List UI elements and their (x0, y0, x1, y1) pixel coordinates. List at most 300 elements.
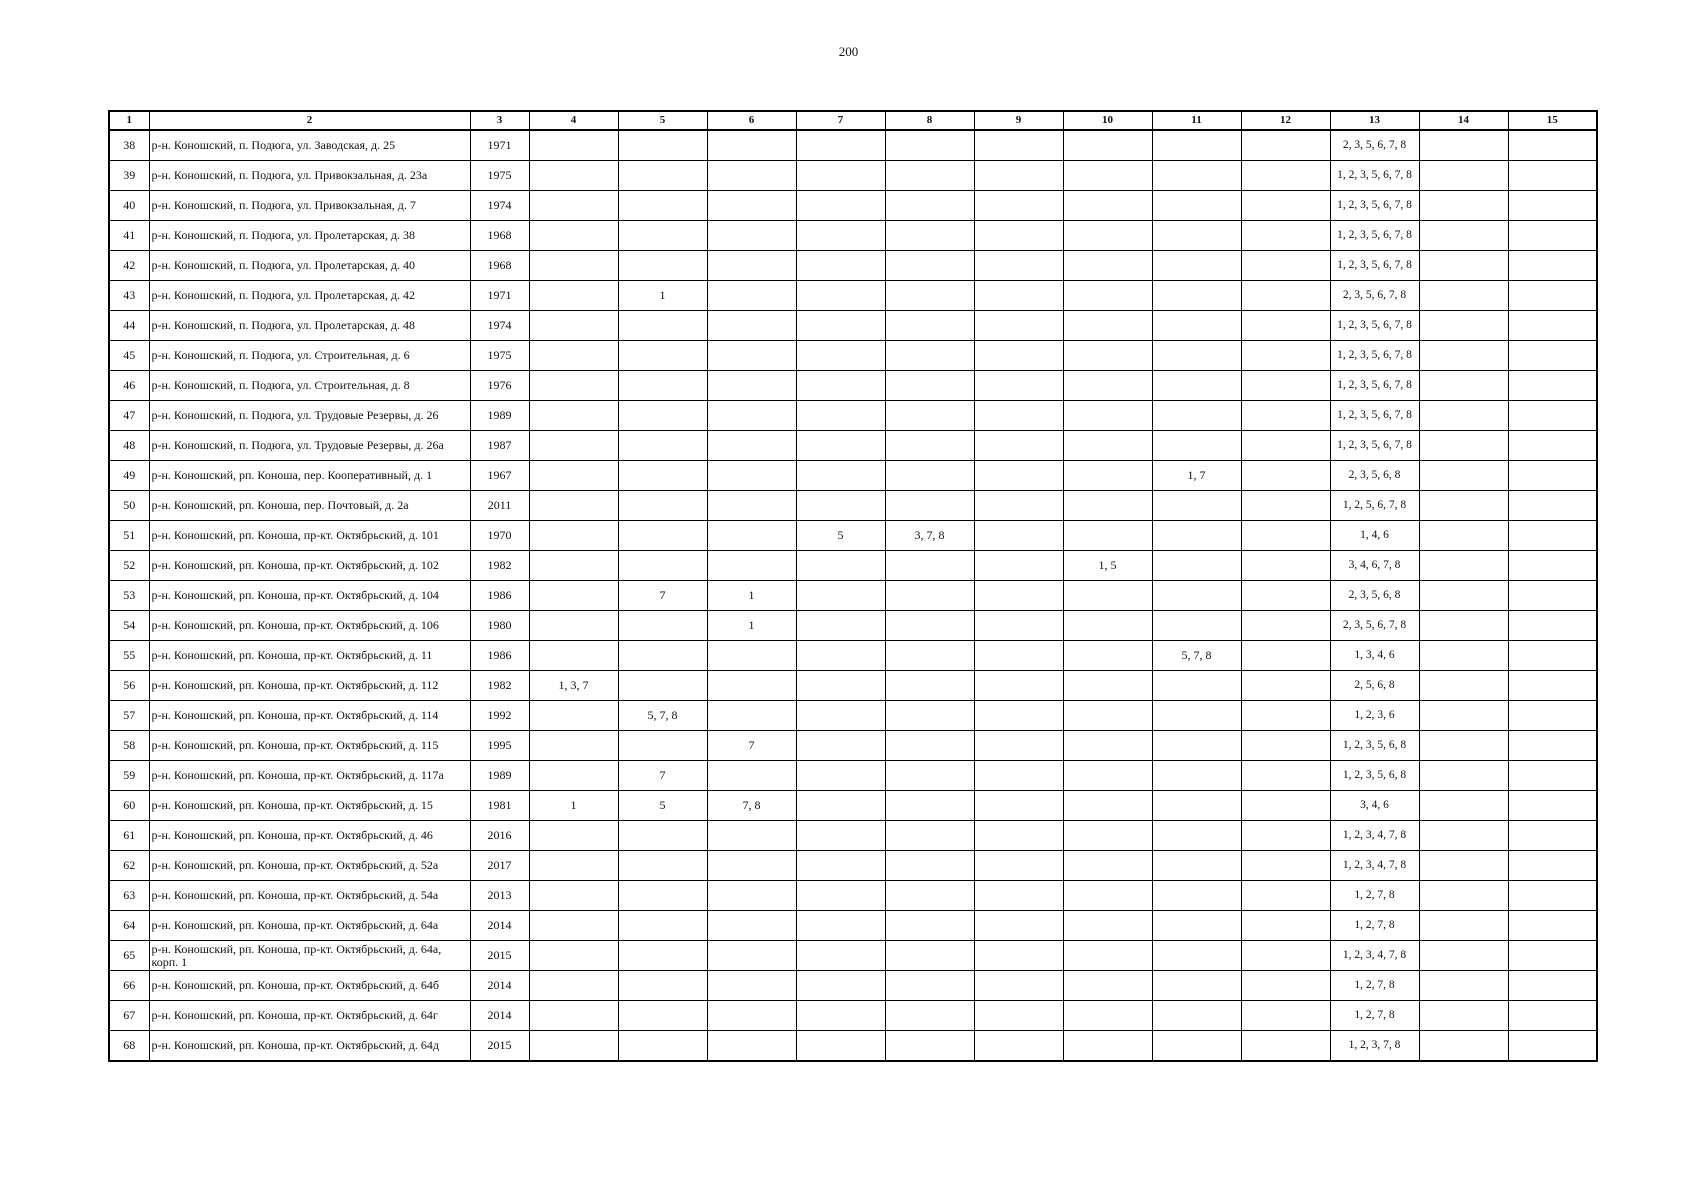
table-cell-col-13: 3, 4, 6 (1330, 791, 1419, 821)
table-cell-col-7 (796, 701, 885, 731)
table-cell-col-13: 1, 2, 7, 8 (1330, 911, 1419, 941)
table-cell-col-13: 1, 2, 3, 5, 6, 7, 8 (1330, 191, 1419, 221)
table-cell-col-12 (1241, 281, 1330, 311)
table-cell-col-9 (974, 581, 1063, 611)
table-cell-col-10 (1063, 941, 1152, 971)
table-cell-col-2: р-н. Коношский, рп. Коноша, пр-кт. Октябрьский, д. 115 (149, 731, 470, 761)
table-cell-col-8 (885, 701, 974, 731)
table-row (109, 130, 1597, 161)
table-cell-col-4 (529, 521, 618, 551)
table-cell-col-11 (1152, 911, 1241, 941)
table-cell-col-10 (1063, 191, 1152, 221)
column-header-15: 15 (1508, 111, 1597, 130)
table-cell-col-15 (1508, 611, 1597, 641)
table-cell-col-7 (796, 641, 885, 671)
table-cell-col-15 (1508, 161, 1597, 191)
table-cell-col-10 (1063, 311, 1152, 341)
table-cell-col-3: 1989 (470, 761, 529, 791)
table-cell-col-9 (974, 881, 1063, 911)
table-cell-col-6 (707, 491, 796, 521)
table-cell-col-12 (1241, 251, 1330, 281)
table-cell-col-15 (1508, 130, 1597, 161)
table-row (109, 401, 1597, 431)
table-cell-col-14 (1419, 671, 1508, 701)
table-row (109, 221, 1597, 251)
table-cell-col-9 (974, 821, 1063, 851)
table-cell-col-6: 1 (707, 611, 796, 641)
table-cell-col-7 (796, 551, 885, 581)
table-cell-col-13: 1, 2, 7, 8 (1330, 1001, 1419, 1031)
table-cell-col-13: 1, 2, 3, 5, 6, 7, 8 (1330, 401, 1419, 431)
table-cell-col-15 (1508, 281, 1597, 311)
table-cell-col-5 (618, 491, 707, 521)
table-cell-col-2: р-н. Коношский, рп. Коноша, пр-кт. Октябрьский, д. 64а, корп. 1 (149, 941, 470, 971)
table-cell-col-3: 1995 (470, 731, 529, 761)
table-cell-col-6 (707, 941, 796, 971)
table-cell-col-4: 1 (529, 791, 618, 821)
table-cell-col-2: р-н. Коношский, п. Подюга, ул. Трудовые Резервы, д. 26 (149, 401, 470, 431)
table-cell-col-6 (707, 161, 796, 191)
table-cell-col-8 (885, 971, 974, 1001)
table-cell-col-1: 57 (109, 701, 149, 731)
table-cell-col-12 (1241, 551, 1330, 581)
table-cell-col-12 (1241, 971, 1330, 1001)
table-cell-col-10 (1063, 221, 1152, 251)
table-cell-col-2: р-н. Коношский, рп. Коноша, пр-кт. Октябрьский, д. 64а (149, 911, 470, 941)
table-cell-col-6 (707, 551, 796, 581)
table-cell-col-10 (1063, 731, 1152, 761)
table-cell-col-14 (1419, 130, 1508, 161)
table-cell-col-6 (707, 251, 796, 281)
table-cell-col-3: 1975 (470, 341, 529, 371)
table-cell-col-10 (1063, 761, 1152, 791)
table-cell-col-11 (1152, 701, 1241, 731)
table-cell-col-4 (529, 401, 618, 431)
table-cell-col-7 (796, 311, 885, 341)
table-cell-col-15 (1508, 371, 1597, 401)
table-cell-col-6 (707, 881, 796, 911)
table-cell-col-8 (885, 671, 974, 701)
table-row (109, 881, 1597, 911)
table-cell-col-11 (1152, 341, 1241, 371)
table-cell-col-4 (529, 761, 618, 791)
table-cell-col-8 (885, 461, 974, 491)
table-cell-col-10 (1063, 251, 1152, 281)
table-cell-col-6 (707, 461, 796, 491)
table-cell-col-1: 50 (109, 491, 149, 521)
table-cell-col-13: 1, 2, 3, 6 (1330, 701, 1419, 731)
table-cell-col-4 (529, 130, 618, 161)
table-cell-col-12 (1241, 581, 1330, 611)
table-cell-col-8 (885, 761, 974, 791)
table-cell-col-12 (1241, 431, 1330, 461)
table-cell-col-2: р-н. Коношский, п. Подюга, ул. Пролетарская, д. 42 (149, 281, 470, 311)
table-row (109, 1031, 1597, 1062)
table-cell-col-5: 5, 7, 8 (618, 701, 707, 731)
table-cell-col-4: 1, 3, 7 (529, 671, 618, 701)
table-cell-col-8 (885, 221, 974, 251)
table-cell-col-14 (1419, 491, 1508, 521)
table-cell-col-14 (1419, 551, 1508, 581)
table-cell-col-9 (974, 251, 1063, 281)
table-cell-col-12 (1241, 311, 1330, 341)
table-cell-col-11: 1, 7 (1152, 461, 1241, 491)
table-cell-col-1: 61 (109, 821, 149, 851)
table-cell-col-15 (1508, 851, 1597, 881)
table-cell-col-13: 3, 4, 6, 7, 8 (1330, 551, 1419, 581)
table-cell-col-9 (974, 671, 1063, 701)
table-cell-col-10 (1063, 791, 1152, 821)
table-cell-col-3: 1971 (470, 281, 529, 311)
table-cell-col-11 (1152, 821, 1241, 851)
table-cell-col-11 (1152, 881, 1241, 911)
table-cell-col-1: 45 (109, 341, 149, 371)
table-cell-col-3: 1976 (470, 371, 529, 401)
table-cell-col-14 (1419, 251, 1508, 281)
table-cell-col-9 (974, 311, 1063, 341)
table-cell-col-14 (1419, 731, 1508, 761)
table-cell-col-10 (1063, 521, 1152, 551)
table-cell-col-8 (885, 641, 974, 671)
table-cell-col-13: 1, 2, 3, 4, 7, 8 (1330, 851, 1419, 881)
table-cell-col-3: 1974 (470, 311, 529, 341)
table-cell-col-10 (1063, 371, 1152, 401)
table-cell-col-12 (1241, 1031, 1330, 1062)
table-cell-col-1: 49 (109, 461, 149, 491)
column-header-1: 1 (109, 111, 149, 130)
table-cell-col-6 (707, 701, 796, 731)
table-cell-col-12 (1241, 791, 1330, 821)
table-cell-col-2: р-н. Коношский, рп. Коноша, пр-кт. Октябрьский, д. 112 (149, 671, 470, 701)
table-cell-col-5 (618, 221, 707, 251)
table-cell-col-7 (796, 401, 885, 431)
table-cell-col-13: 1, 2, 7, 8 (1330, 881, 1419, 911)
table-cell-col-6: 7 (707, 731, 796, 761)
table-cell-col-3: 1970 (470, 521, 529, 551)
table-cell-col-2: р-н. Коношский, рп. Коноша, пр-кт. Октябрьский, д. 106 (149, 611, 470, 641)
table-cell-col-15 (1508, 881, 1597, 911)
table-cell-col-12 (1241, 341, 1330, 371)
table-cell-col-4 (529, 551, 618, 581)
table-cell-col-10 (1063, 161, 1152, 191)
table-cell-col-9 (974, 941, 1063, 971)
table-cell-col-1: 40 (109, 191, 149, 221)
table-cell-col-7 (796, 761, 885, 791)
table-cell-col-2: р-н. Коношский, рп. Коноша, пр-кт. Октябрьский, д. 64б (149, 971, 470, 1001)
table-cell-col-8 (885, 431, 974, 461)
table-cell-col-6 (707, 761, 796, 791)
table-cell-col-15 (1508, 821, 1597, 851)
table-cell-col-13: 1, 4, 6 (1330, 521, 1419, 551)
table-cell-col-1: 65 (109, 941, 149, 971)
table-cell-col-5 (618, 311, 707, 341)
table-cell-col-5 (618, 161, 707, 191)
table-cell-col-3: 1967 (470, 461, 529, 491)
table-cell-col-7 (796, 251, 885, 281)
table-cell-col-11 (1152, 671, 1241, 701)
table-cell-col-1: 52 (109, 551, 149, 581)
table-cell-col-7 (796, 911, 885, 941)
header-row (109, 111, 1597, 130)
table-cell-col-15 (1508, 941, 1597, 971)
table-cell-col-15 (1508, 551, 1597, 581)
table-cell-col-10 (1063, 671, 1152, 701)
table-cell-col-5 (618, 911, 707, 941)
table-cell-col-7 (796, 191, 885, 221)
table-cell-col-14 (1419, 701, 1508, 731)
table-cell-col-13: 1, 2, 3, 5, 6, 7, 8 (1330, 161, 1419, 191)
table-cell-col-10 (1063, 341, 1152, 371)
table-cell-col-1: 60 (109, 791, 149, 821)
table-cell-col-11 (1152, 251, 1241, 281)
table-cell-col-14 (1419, 611, 1508, 641)
table-cell-col-5 (618, 851, 707, 881)
table-cell-col-5 (618, 191, 707, 221)
table-cell-col-14 (1419, 221, 1508, 251)
table-row (109, 161, 1597, 191)
table-cell-col-6 (707, 401, 796, 431)
table-cell-col-4 (529, 701, 618, 731)
table-cell-col-2: р-н. Коношский, п. Подюга, ул. Пролетарская, д. 38 (149, 221, 470, 251)
table-cell-col-4 (529, 191, 618, 221)
table-cell-col-12 (1241, 731, 1330, 761)
table-cell-col-3: 2014 (470, 1001, 529, 1031)
table-cell-col-12 (1241, 821, 1330, 851)
table-row (109, 941, 1597, 971)
table-cell-col-10 (1063, 911, 1152, 941)
table-cell-col-8 (885, 791, 974, 821)
table-cell-col-13: 1, 2, 3, 5, 6, 8 (1330, 761, 1419, 791)
table-cell-col-11 (1152, 551, 1241, 581)
column-header-8: 8 (885, 111, 974, 130)
table-cell-col-2: р-н. Коношский, рп. Коноша, пр-кт. Октябрьский, д. 104 (149, 581, 470, 611)
table-cell-col-11 (1152, 161, 1241, 191)
table-cell-col-9 (974, 701, 1063, 731)
table-cell-col-9 (974, 341, 1063, 371)
table-cell-col-14 (1419, 761, 1508, 791)
table-cell-col-1: 41 (109, 221, 149, 251)
table-cell-col-14 (1419, 851, 1508, 881)
table-cell-col-15 (1508, 251, 1597, 281)
table-cell-col-6 (707, 521, 796, 551)
table-cell-col-4 (529, 431, 618, 461)
table-cell-col-11 (1152, 611, 1241, 641)
table-cell-col-4 (529, 821, 618, 851)
table-cell-col-13: 2, 3, 5, 6, 8 (1330, 581, 1419, 611)
table-row (109, 671, 1597, 701)
table-cell-col-9 (974, 161, 1063, 191)
table-cell-col-8 (885, 251, 974, 281)
table-cell-col-9 (974, 191, 1063, 221)
table-cell-col-9 (974, 641, 1063, 671)
table-cell-col-3: 2015 (470, 1031, 529, 1062)
table-cell-col-4 (529, 611, 618, 641)
table-cell-col-12 (1241, 130, 1330, 161)
table-cell-col-2: р-н. Коношский, рп. Коноша, пр-кт. Октябрьский, д. 117а (149, 761, 470, 791)
table-cell-col-4 (529, 251, 618, 281)
table-cell-col-2: р-н. Коношский, рп. Коноша, пр-кт. Октябрьский, д. 64д (149, 1031, 470, 1062)
table-cell-col-13: 2, 3, 5, 6, 7, 8 (1330, 281, 1419, 311)
table-cell-col-15 (1508, 641, 1597, 671)
table-cell-col-1: 67 (109, 1001, 149, 1031)
table-cell-col-4 (529, 491, 618, 521)
table-cell-col-14 (1419, 581, 1508, 611)
table-cell-col-15 (1508, 761, 1597, 791)
table-cell-col-13: 1, 2, 3, 5, 6, 8 (1330, 731, 1419, 761)
table-cell-col-9 (974, 401, 1063, 431)
table-cell-col-15 (1508, 491, 1597, 521)
table-cell-col-11 (1152, 941, 1241, 971)
table-cell-col-13: 2, 5, 6, 8 (1330, 671, 1419, 701)
table-cell-col-3: 1968 (470, 251, 529, 281)
table-cell-col-4 (529, 851, 618, 881)
table-cell-col-9 (974, 130, 1063, 161)
table-cell-col-1: 43 (109, 281, 149, 311)
table-cell-col-13: 1, 2, 5, 6, 7, 8 (1330, 491, 1419, 521)
table-cell-col-5 (618, 881, 707, 911)
table-cell-col-11 (1152, 851, 1241, 881)
table-cell-col-12 (1241, 941, 1330, 971)
table-cell-col-10 (1063, 641, 1152, 671)
table-cell-col-5 (618, 461, 707, 491)
table-cell-col-6 (707, 1001, 796, 1031)
table-cell-col-10 (1063, 461, 1152, 491)
table-cell-col-7 (796, 671, 885, 701)
table-cell-col-7 (796, 221, 885, 251)
table-row (109, 341, 1597, 371)
column-header-11: 11 (1152, 111, 1241, 130)
table-cell-col-1: 55 (109, 641, 149, 671)
table-cell-col-13: 1, 2, 3, 5, 6, 7, 8 (1330, 311, 1419, 341)
table-cell-col-11 (1152, 491, 1241, 521)
column-header-14: 14 (1419, 111, 1508, 130)
table-cell-col-14 (1419, 911, 1508, 941)
table-cell-col-9 (974, 971, 1063, 1001)
table-cell-col-6: 7, 8 (707, 791, 796, 821)
table-cell-col-13: 2, 3, 5, 6, 7, 8 (1330, 130, 1419, 161)
table-cell-col-11 (1152, 581, 1241, 611)
table-cell-col-14 (1419, 461, 1508, 491)
table-cell-col-5 (618, 130, 707, 161)
table-cell-col-9 (974, 851, 1063, 881)
table-cell-col-4 (529, 311, 618, 341)
table-cell-col-8 (885, 130, 974, 161)
table-cell-col-12 (1241, 221, 1330, 251)
table-cell-col-3: 1981 (470, 791, 529, 821)
column-header-4: 4 (529, 111, 618, 130)
table-cell-col-6 (707, 911, 796, 941)
table-cell-col-3: 1980 (470, 611, 529, 641)
table-cell-col-10 (1063, 491, 1152, 521)
table-cell-col-14 (1419, 521, 1508, 551)
table-cell-col-8 (885, 341, 974, 371)
table-cell-col-11 (1152, 221, 1241, 251)
table-cell-col-8 (885, 281, 974, 311)
table-cell-col-12 (1241, 761, 1330, 791)
table-cell-col-2: р-н. Коношский, п. Подюга, ул. Пролетарская, д. 40 (149, 251, 470, 281)
table-cell-col-13: 2, 3, 5, 6, 8 (1330, 461, 1419, 491)
table-cell-col-2: р-н. Коношский, рп. Коноша, пер. Кооперативный, д. 1 (149, 461, 470, 491)
table-cell-col-2: р-н. Коношский, п. Подюга, ул. Привокзальная, д. 23а (149, 161, 470, 191)
table-cell-col-12 (1241, 911, 1330, 941)
table-cell-col-15 (1508, 311, 1597, 341)
table-cell-col-7: 5 (796, 521, 885, 551)
table-cell-col-12 (1241, 641, 1330, 671)
table-cell-col-4 (529, 941, 618, 971)
table-cell-col-13: 1, 2, 3, 5, 6, 7, 8 (1330, 251, 1419, 281)
table-row (109, 311, 1597, 341)
column-header-10: 10 (1063, 111, 1152, 130)
table-cell-col-3: 1982 (470, 551, 529, 581)
table-cell-col-1: 39 (109, 161, 149, 191)
table-cell-col-7 (796, 581, 885, 611)
table-cell-col-11 (1152, 311, 1241, 341)
table-cell-col-1: 48 (109, 431, 149, 461)
table-cell-col-14 (1419, 941, 1508, 971)
column-header-3: 3 (470, 111, 529, 130)
table-cell-col-11 (1152, 731, 1241, 761)
table-cell-col-9 (974, 791, 1063, 821)
table-cell-col-8 (885, 401, 974, 431)
table-cell-col-9 (974, 731, 1063, 761)
table-cell-col-5 (618, 251, 707, 281)
table-cell-col-5 (618, 341, 707, 371)
table-cell-col-1: 56 (109, 671, 149, 701)
table-cell-col-8 (885, 191, 974, 221)
table-cell-col-3: 2017 (470, 851, 529, 881)
table-cell-col-3: 1974 (470, 191, 529, 221)
table-cell-col-7 (796, 281, 885, 311)
table-cell-col-1: 59 (109, 761, 149, 791)
table-cell-col-12 (1241, 371, 1330, 401)
table-cell-col-15 (1508, 221, 1597, 251)
table-cell-col-5 (618, 821, 707, 851)
column-header-9: 9 (974, 111, 1063, 130)
table-cell-col-2: р-н. Коношский, рп. Коноша, пр-кт. Октябрьский, д. 52а (149, 851, 470, 881)
table-cell-col-5 (618, 731, 707, 761)
table-cell-col-15 (1508, 581, 1597, 611)
table-cell-col-9 (974, 611, 1063, 641)
registry-table (108, 110, 1598, 1062)
table-cell-col-4 (529, 1031, 618, 1062)
table-cell-col-8 (885, 941, 974, 971)
table-cell-col-12 (1241, 671, 1330, 701)
table-row (109, 581, 1597, 611)
table-row (109, 641, 1597, 671)
table-cell-col-5 (618, 941, 707, 971)
table-cell-col-10 (1063, 431, 1152, 461)
table-cell-col-14 (1419, 821, 1508, 851)
table-cell-col-2: р-н. Коношский, п. Подюга, ул. Заводская, д. 25 (149, 130, 470, 161)
table-cell-col-8 (885, 311, 974, 341)
table-cell-col-5 (618, 401, 707, 431)
table-cell-col-9 (974, 431, 1063, 461)
table-cell-col-1: 46 (109, 371, 149, 401)
table-cell-col-13: 1, 3, 4, 6 (1330, 641, 1419, 671)
table-cell-col-9 (974, 1001, 1063, 1031)
table-cell-col-8 (885, 1001, 974, 1031)
table-cell-col-2: р-н. Коношский, рп. Коноша, пр-кт. Октябрьский, д. 114 (149, 701, 470, 731)
table-cell-col-1: 62 (109, 851, 149, 881)
table-cell-col-7 (796, 611, 885, 641)
table-cell-col-14 (1419, 881, 1508, 911)
table-cell-col-6 (707, 641, 796, 671)
table-cell-col-7 (796, 881, 885, 911)
table-cell-col-3: 2016 (470, 821, 529, 851)
table-cell-col-12 (1241, 851, 1330, 881)
table-cell-col-4 (529, 731, 618, 761)
table-cell-col-11 (1152, 1031, 1241, 1062)
